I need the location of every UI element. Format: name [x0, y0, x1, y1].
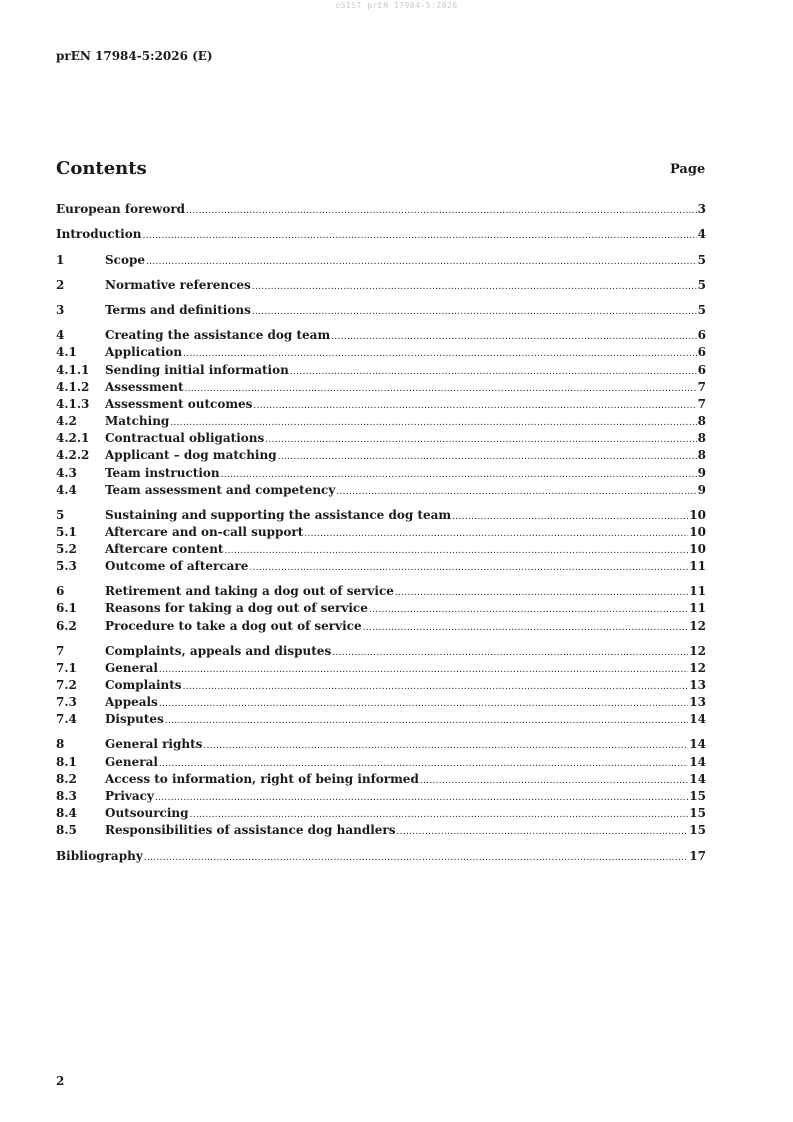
toc-entry-page: 13 — [689, 695, 706, 709]
toc-entry-title: Application — [105, 345, 183, 359]
toc-entry-4-1-3[interactable] — [56, 396, 706, 412]
toc-leader-dots — [203, 738, 688, 754]
toc-entry-1[interactable] — [56, 252, 706, 268]
toc-leader-dots — [185, 381, 697, 397]
toc-entry-title: Responsibilities of assistance dog handlers — [105, 823, 396, 837]
toc-entry-bibliography[interactable] — [56, 848, 706, 864]
toc-entry-title: Sending initial information — [105, 363, 289, 377]
toc-leader-dots — [252, 304, 697, 320]
toc-entry-number: 8.2 — [56, 772, 77, 786]
toc-entry-number: 5.1 — [56, 525, 77, 539]
toc-entry-page: 15 — [689, 806, 706, 820]
toc-entry-title: Aftercare content — [105, 542, 224, 556]
toc-entry-number: 7.4 — [56, 712, 77, 726]
toc-leader-dots — [146, 254, 697, 270]
toc-entry-number: 4 — [56, 328, 65, 342]
toc-entry-page: 11 — [689, 584, 706, 598]
toc-entry-page: 10 — [689, 542, 706, 556]
toc-leader-dots — [142, 228, 696, 244]
toc-entry-4-2-2[interactable] — [56, 447, 706, 463]
toc-entry-number: 4.3 — [56, 466, 77, 480]
toc-entry-title: Creating the assistance dog team — [105, 328, 331, 342]
toc-entry-page: 5 — [697, 253, 706, 267]
toc-entry-title: Matching — [105, 414, 170, 428]
toc-entry-number: 6.2 — [56, 619, 77, 633]
toc-entry-page: 15 — [689, 789, 706, 803]
toc-entry-number: 1 — [56, 253, 65, 267]
toc-leader-dots — [278, 449, 697, 465]
toc-entry-title: Procedure to take a dog out of service — [105, 619, 362, 633]
toc-entry-4-4[interactable] — [56, 482, 706, 498]
toc-entry-number: 8.3 — [56, 789, 77, 803]
toc-entry-7-3[interactable] — [56, 694, 706, 710]
toc-entry-title: Access to information, right of being informed — [105, 772, 419, 786]
page-column-heading: Page — [670, 162, 706, 177]
toc-leader-dots — [183, 346, 697, 362]
toc-entry-page: 4 — [697, 227, 706, 241]
toc-entry-title: Team instruction — [105, 466, 220, 480]
toc-entry-title: Scope — [105, 253, 146, 267]
toc-entry-8[interactable] — [56, 736, 706, 752]
toc-leader-dots — [159, 756, 688, 772]
toc-entry-number: 6.1 — [56, 601, 77, 615]
toc-entry-title: Normative references — [105, 278, 251, 292]
toc-entry-title: European foreword — [56, 202, 186, 216]
toc-entry-7[interactable] — [56, 643, 706, 659]
toc-entry-6-2[interactable] — [56, 618, 706, 634]
toc-entry-5-3[interactable] — [56, 558, 706, 574]
toc-entry-4[interactable] — [56, 327, 706, 343]
toc-entry-title: Assessment outcomes — [105, 397, 253, 411]
toc-entry-number: 4.1.2 — [56, 380, 90, 394]
toc-entry-number: 7.1 — [56, 661, 77, 675]
toc-entry-8-2[interactable] — [56, 771, 706, 787]
toc-entry-number: 7.2 — [56, 678, 77, 692]
toc-leader-dots — [253, 398, 696, 414]
toc-entry-8-4[interactable] — [56, 805, 706, 821]
toc-entry-title: Team assessment and competency — [105, 483, 336, 497]
toc-leader-dots — [369, 602, 688, 618]
toc-leader-dots — [332, 645, 688, 661]
toc-entry-page: 8 — [697, 431, 706, 445]
toc-leader-dots — [304, 526, 688, 542]
toc-entry-page: 6 — [697, 363, 706, 377]
toc-entry-5-2[interactable] — [56, 541, 706, 557]
toc-entry-6[interactable] — [56, 583, 706, 599]
toc-leader-dots — [420, 773, 688, 789]
toc-entry-4-1-1[interactable] — [56, 362, 706, 378]
toc-entry-title: General — [105, 661, 158, 675]
toc-leader-dots — [155, 790, 688, 806]
toc-entry-4-1[interactable] — [56, 344, 706, 360]
toc-entry-5-1[interactable] — [56, 524, 706, 540]
footer-page-number: 2 — [56, 1074, 65, 1088]
toc-leader-dots — [165, 713, 689, 729]
toc-entry-page: 9 — [697, 466, 706, 480]
toc-entry-number: 4.2.2 — [56, 448, 90, 462]
toc-leader-dots — [363, 620, 689, 636]
toc-entry-3[interactable] — [56, 302, 706, 318]
toc-leader-dots — [183, 679, 689, 695]
toc-leader-dots — [159, 696, 688, 712]
toc-entry-number: 7 — [56, 644, 65, 658]
toc-entry-page: 10 — [689, 508, 706, 522]
toc-entry-page: 14 — [689, 712, 706, 726]
toc-entry-title: Reasons for taking a dog out of service — [105, 601, 368, 615]
toc-entry-title: Outsourcing — [105, 806, 189, 820]
toc-leader-dots — [395, 585, 688, 601]
toc-entry-title: Applicant – dog matching — [105, 448, 277, 462]
toc-entry-number: 3 — [56, 303, 65, 317]
toc-entry-6-1[interactable] — [56, 600, 706, 616]
toc-entry-title: Retirement and taking a dog out of service — [105, 584, 394, 598]
toc-entry-title: Appeals — [105, 695, 158, 709]
contents-heading: Contents — [56, 158, 147, 179]
toc-entry-page: 5 — [697, 278, 706, 292]
toc-entry-7-2[interactable] — [56, 677, 706, 693]
toc-entry-number: 5 — [56, 508, 65, 522]
toc-leader-dots — [224, 543, 688, 559]
toc-entry-page: 15 — [689, 823, 706, 837]
toc-entry-number: 4.1.3 — [56, 397, 90, 411]
toc-entry-page: 12 — [689, 661, 706, 675]
toc-leader-dots — [452, 509, 688, 525]
toc-entry-page: 17 — [689, 849, 706, 863]
toc-entry-number: 4.1 — [56, 345, 77, 359]
toc-entry-number: 8.4 — [56, 806, 77, 820]
toc-leader-dots — [221, 467, 697, 483]
toc-leader-dots — [290, 364, 697, 380]
toc-entry-4-2[interactable] — [56, 413, 706, 429]
toc-entry-page: 13 — [689, 678, 706, 692]
toc-entry-title: Bibliography — [56, 849, 143, 863]
toc-entry-number: 5.2 — [56, 542, 77, 556]
toc-entry-page: 3 — [697, 202, 706, 216]
toc-entry-page: 11 — [689, 559, 706, 573]
toc-entry-7-4[interactable] — [56, 711, 706, 727]
toc-entry-page: 5 — [697, 303, 706, 317]
toc-entry-page: 7 — [697, 397, 706, 411]
toc-entry-title: General rights — [105, 737, 203, 751]
toc-entry-8-5[interactable] — [56, 822, 706, 838]
toc-entry-title: Contractual obligations — [105, 431, 265, 445]
toc-leader-dots — [331, 329, 697, 345]
toc-entry-title: Terms and definitions — [105, 303, 251, 317]
toc-entry-number: 4.4 — [56, 483, 77, 497]
toc-entry-page: 12 — [689, 644, 706, 658]
toc-leader-dots — [144, 850, 689, 866]
toc-leader-dots — [336, 484, 696, 500]
toc-leader-dots — [170, 415, 696, 431]
toc-entry-number: 6 — [56, 584, 65, 598]
toc-leader-dots — [186, 203, 697, 219]
toc-entry-page: 8 — [697, 414, 706, 428]
toc-leader-dots — [249, 560, 688, 576]
toc-entry-introduction[interactable] — [56, 226, 706, 242]
toc-entry-number: 8.5 — [56, 823, 77, 837]
toc-entry-title: Complaints, appeals and disputes — [105, 644, 332, 658]
toc-entry-number: 4.1.1 — [56, 363, 90, 377]
toc-leader-dots — [397, 824, 689, 840]
toc-entry-page: 9 — [697, 483, 706, 497]
toc-leader-dots — [252, 279, 697, 295]
toc-entry-4-2-1[interactable] — [56, 430, 706, 446]
toc-entry-title: Sustaining and supporting the assistance dog team — [105, 508, 452, 522]
toc-entry-8-1[interactable] — [56, 754, 706, 770]
toc-leader-dots — [265, 432, 696, 448]
toc-entry-page: 14 — [689, 737, 706, 751]
toc-entry-number: 8.1 — [56, 755, 77, 769]
toc-entry-title: General — [105, 755, 158, 769]
toc-entry-page: 6 — [697, 345, 706, 359]
toc-entry-number: 2 — [56, 278, 65, 292]
toc-entry-title: Assessment — [105, 380, 184, 394]
toc-entry-page: 12 — [689, 619, 706, 633]
toc-entry-5[interactable] — [56, 507, 706, 523]
toc-entry-title: Aftercare and on-call support — [105, 525, 304, 539]
toc-entry-page: 10 — [689, 525, 706, 539]
toc-entry-number: 7.3 — [56, 695, 77, 709]
toc-entry-title: Complaints — [105, 678, 182, 692]
toc-entry-number: 4.2 — [56, 414, 77, 428]
toc-entry-number: 5.3 — [56, 559, 77, 573]
toc-leader-dots — [190, 807, 689, 823]
toc-entry-8-3[interactable] — [56, 788, 706, 804]
toc-entry-page: 11 — [689, 601, 706, 615]
toc-entry-4-1-2[interactable] — [56, 379, 706, 395]
document-id: prEN 17984-5:2026 (E) — [56, 49, 213, 63]
toc-entry-number: 4.2.1 — [56, 431, 90, 445]
toc-entry-title: Introduction — [56, 227, 142, 241]
toc-entry-2[interactable] — [56, 277, 706, 293]
toc-entry-page: 6 — [697, 328, 706, 342]
toc-entry-title: Disputes — [105, 712, 164, 726]
toc-entry-4-3[interactable] — [56, 465, 706, 481]
toc-entry-number: 8 — [56, 737, 65, 751]
toc-entry-page: 14 — [689, 755, 706, 769]
toc-entry-7-1[interactable] — [56, 660, 706, 676]
toc-entry-title: Outcome of aftercare — [105, 559, 249, 573]
toc-entry-page: 8 — [697, 448, 706, 462]
watermark: oSIST prEN 17984-5:2026 — [335, 1, 458, 10]
toc-leader-dots — [159, 662, 688, 678]
toc-entry-page: 14 — [689, 772, 706, 786]
toc-entry-page: 7 — [697, 380, 706, 394]
toc-entry-title: Privacy — [105, 789, 154, 803]
toc-entry-european-foreword[interactable] — [56, 201, 706, 217]
